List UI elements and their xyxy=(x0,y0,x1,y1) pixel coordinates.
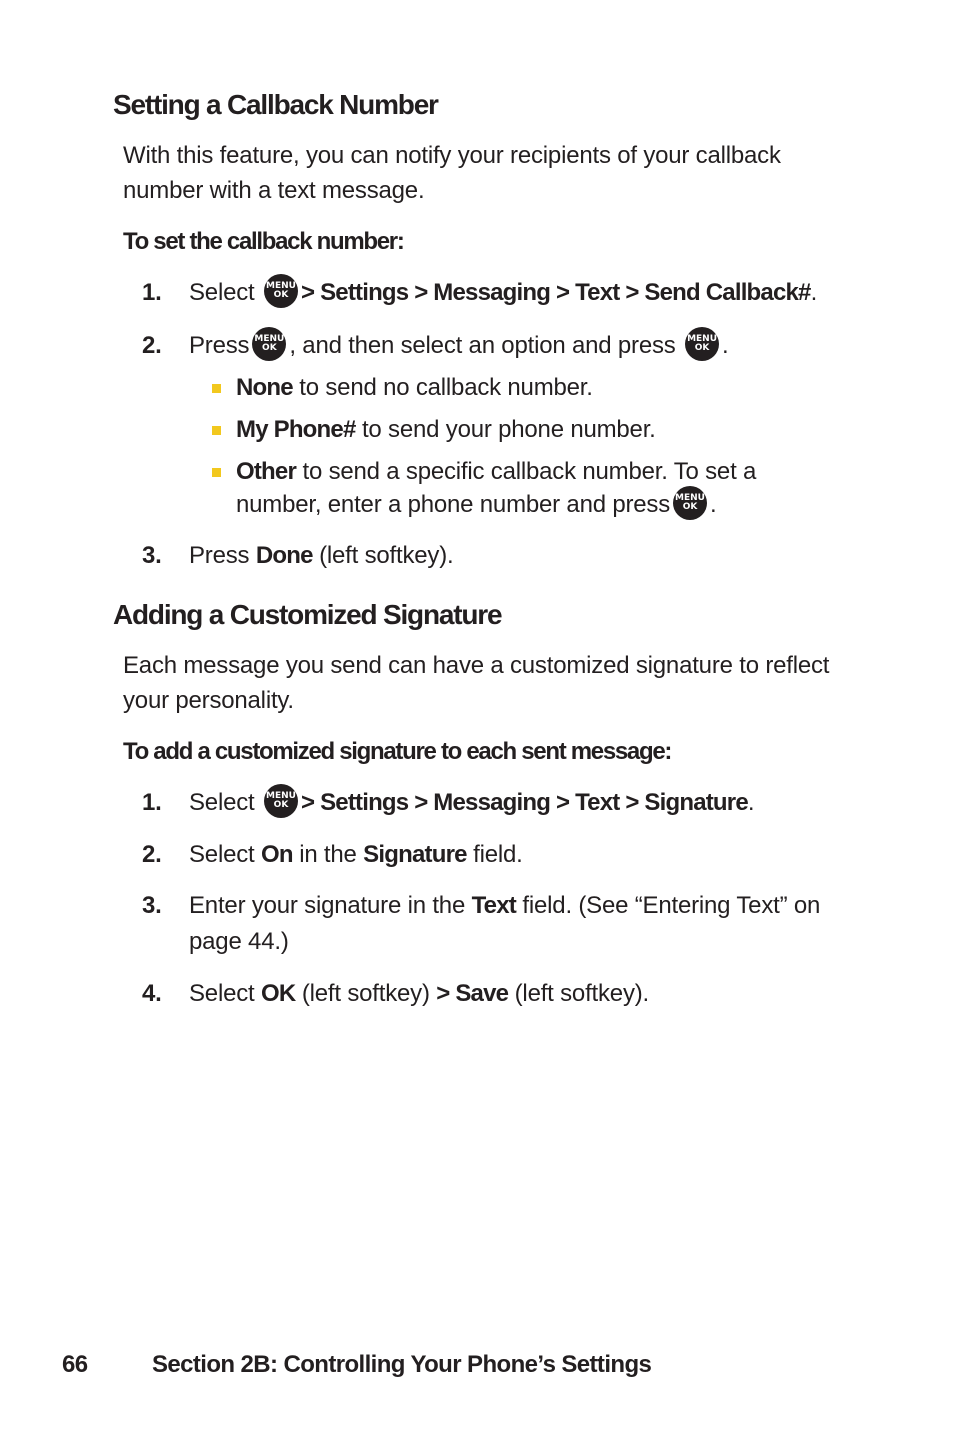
step-number: 2. xyxy=(142,332,162,359)
menu-ok-key-icon: MENU OK xyxy=(685,327,719,361)
section-title: Section 2B: Controlling Your Phone’s Settings xyxy=(152,1351,652,1378)
menu-ok-key-icon: MENU OK xyxy=(673,486,707,520)
callback-intro: With this feature, you can notify your recipients of your callback number with a text message. xyxy=(123,142,781,204)
bullet-square xyxy=(212,426,221,435)
step-number: 1. xyxy=(142,789,162,816)
menu-path: > Settings > Messaging > Text > Send Callback# xyxy=(300,279,811,306)
bullet-square xyxy=(212,384,221,393)
menu-ok-key-icon: MENU OK xyxy=(264,274,298,308)
callback-lead: To set the callback number: xyxy=(123,228,404,255)
step-number: 3. xyxy=(142,542,162,569)
step-text: Select xyxy=(189,279,255,306)
menu-ok-key-icon: MENU OK xyxy=(264,784,298,818)
page-number: 66 xyxy=(62,1351,88,1378)
step-number: 3. xyxy=(142,892,162,919)
menu-path: > Settings > Messaging > Text > Signature xyxy=(300,789,748,816)
step-text: Press xyxy=(189,332,250,359)
step-number: 2. xyxy=(142,841,162,868)
step-number: 1. xyxy=(142,279,162,306)
callback-heading: Setting a Callback Number xyxy=(113,89,438,120)
step-text: , and then select an option and press xyxy=(289,332,676,359)
signature-intro: Each message you send can have a customized signature to reflect your personality. xyxy=(123,652,830,714)
signature-lead: To add a customized signature to each sent message: xyxy=(123,738,672,765)
manual-page: Setting a Callback Number With this feature, you can notify your recipients of your callback number with a text message. To set the callback number: 1. Select MENU OK > Settings > Messaging > Text > Send Callback#. 2. Press MENU OK , and then select an option and press MENU OK . None to send no callback number. My Phone# to send your phone number. Other to send a specific callback number. To set a number, enter a phone number and press MENU OK . 3. Press Done (left softkey). Adding a Customized Signature Each message you send can have a customized signature to reflect your personality. To add a customized signature to each sent message: 1. Select MENU OK > Settings > Messaging > Text > Signature. 2. Select On in the Signature field. 3. Enter your signature in the Text field. (See “Entering Text” on page 44.) 4. Select OK (left softkey) > Save (left softkey). 66 Section 2B: Controlling Your Phone’s Settings xyxy=(0,0,954,1431)
bullet-square xyxy=(212,468,221,477)
menu-ok-key-icon: MENU OK xyxy=(252,327,286,361)
step-number: 4. xyxy=(142,980,162,1007)
signature-heading: Adding a Customized Signature xyxy=(113,599,502,630)
